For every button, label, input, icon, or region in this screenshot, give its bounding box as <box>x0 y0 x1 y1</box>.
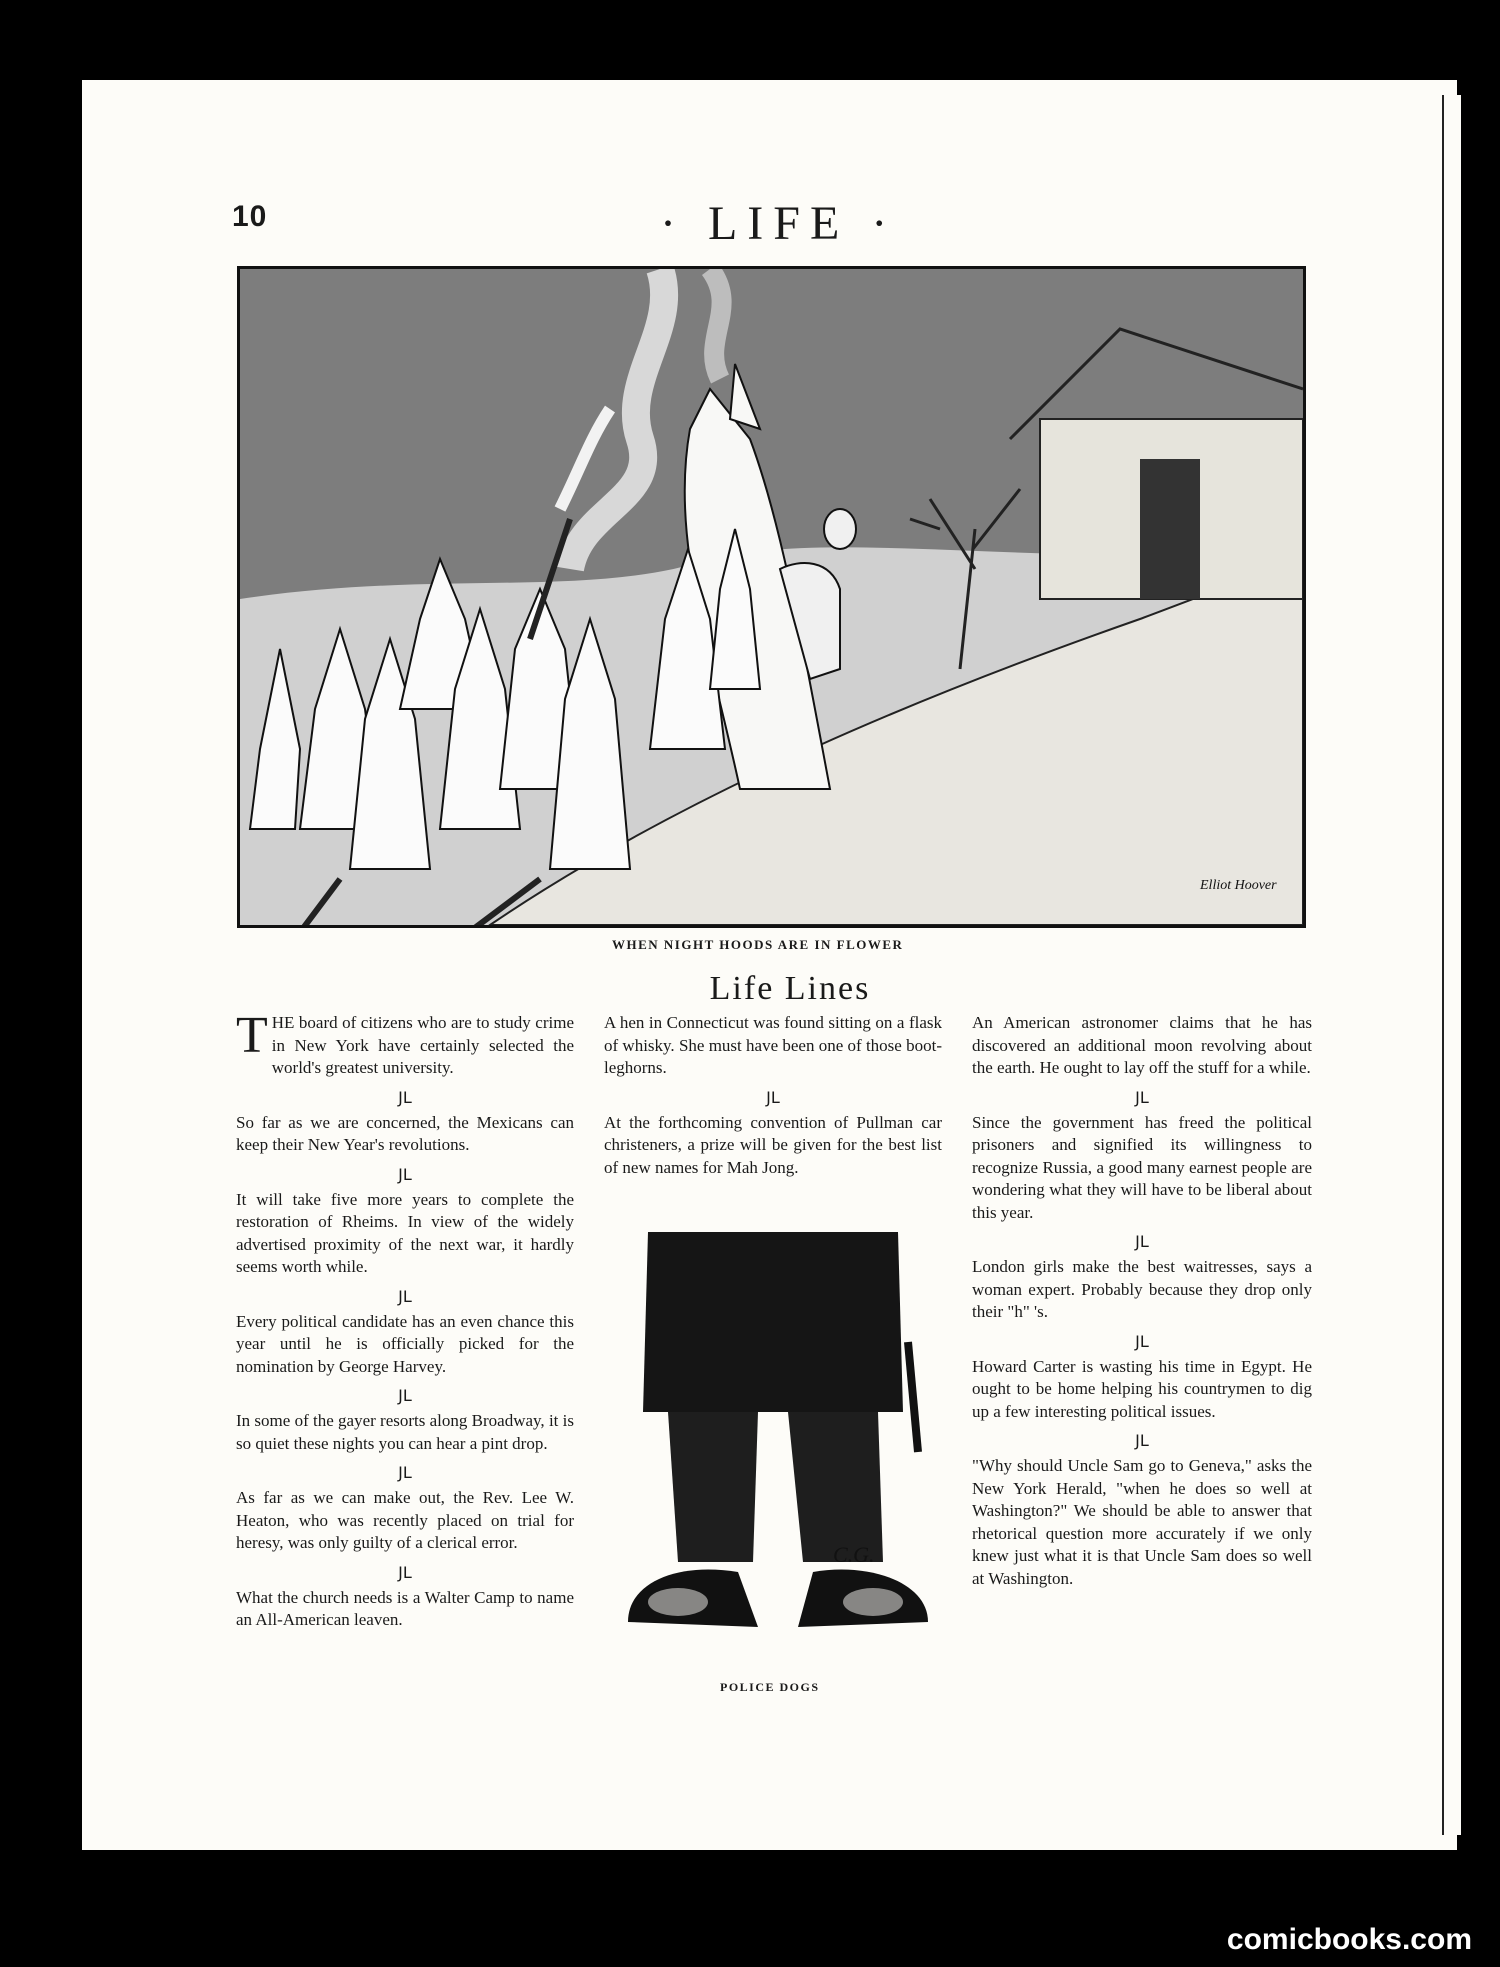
paragraph: As far as we can make out, the Rev. Lee W. Heaton, who was recently placed on trial for heresy, was only guilty of a clerical error. <box>236 1488 574 1552</box>
paragraph: An American astronomer claims that he has discovered an additional moon revolving about the earth. He ought to lay off the stuff for a while. <box>972 1013 1312 1077</box>
cartoon-night-hoods-illustration <box>240 269 1303 925</box>
cartoon-police-dogs-illustration <box>608 1222 938 1652</box>
paragraph: What the church needs is a Walter Camp to name an All-American leaven. <box>236 1587 574 1629</box>
svg-text:Elliot Hoover: Elliot Hoover <box>1200 878 1277 893</box>
separator-mark: JL <box>1135 1331 1149 1351</box>
separator-mark: JL <box>766 1087 780 1107</box>
page-number: 10 <box>232 200 268 233</box>
column-3 <box>972 1012 1312 1598</box>
paragraph: In some of the gayer resorts along Broadway, it is so quiet these nights you can hear a pint drop. <box>236 1411 574 1453</box>
separator-mark: JL <box>398 1386 412 1405</box>
separator-mark: JL <box>398 1087 412 1107</box>
dropcap: T <box>236 1007 268 1064</box>
separator-mark: JL <box>398 1286 412 1306</box>
paragraph: So far as we are concerned, the Mexicans can keep their New Year's revolutions. <box>236 1112 574 1154</box>
paragraph: A hen in Connecticut was found sitting on a flask of whisky. She must have been one of those boot-leghorns. <box>604 1013 942 1077</box>
bottom-cartoon-caption: POLICE DOGS <box>720 1680 820 1694</box>
paragraph: London girls make the best waitresses, says a woman expert. Probably because they drop only their "h" 's. <box>972 1257 1312 1321</box>
masthead-title: · LIFE · <box>660 197 898 250</box>
top-cartoon <box>237 266 1306 928</box>
separator-mark: JL <box>1135 1232 1149 1251</box>
separator-mark: JL <box>398 1562 412 1582</box>
separator-mark: JL <box>1135 1087 1149 1107</box>
paragraph <box>236 1007 574 1080</box>
cartoon-signature: C.G. <box>833 1542 875 1567</box>
bottom-cartoon <box>608 1222 938 1652</box>
paragraph: "Why should Uncle Sam go to Geneva," asks the New York Herald, "when he does so well at Washington?" We should be able to answer that rhetorical question more accurately if we only knew just what it is that Uncle Sam does so well at Washington. <box>972 1456 1312 1588</box>
paragraph: Since the government has freed the political prisoners and signified its willingness to recognize Russia, a good many earnest people are wondering what they will have to be liberal about this year. <box>972 1112 1312 1222</box>
separator-mark: JL <box>398 1463 412 1482</box>
next-page-edge <box>1442 95 1461 1835</box>
paragraph: At the forthcoming convention of Pullman car christeners, a prize will be given for the best list of new names for Mah Jong. <box>604 1112 942 1177</box>
column-2 <box>604 1012 942 1187</box>
separator-mark: JL <box>398 1164 412 1184</box>
separator-mark: JL <box>1135 1431 1149 1450</box>
paragraph: It will take five more years to complete the restoration of Rheims. In view of the widely advertised proximity of the next war, it hardly seems worth while. <box>236 1189 574 1276</box>
top-cartoon-caption: WHEN NIGHT HOODS ARE IN FLOWER <box>612 937 904 952</box>
paragraph: Every political candidate has an even chance this year until he is officially picked for the nomination by George Harvey. <box>236 1311 574 1376</box>
watermark: comicbooks.com <box>1226 1923 1472 1956</box>
column-1 <box>236 1007 574 1640</box>
section-title: Life Lines <box>709 970 871 1007</box>
paragraph: Howard Carter is wasting his time in Egypt. He ought to be home helping his countrymen to dig up a few interesting political issues. <box>972 1356 1312 1421</box>
paragraph-text: HE board of citizens who are to study crime in New York have certainly selected the world's greatest university. <box>271 1013 574 1077</box>
